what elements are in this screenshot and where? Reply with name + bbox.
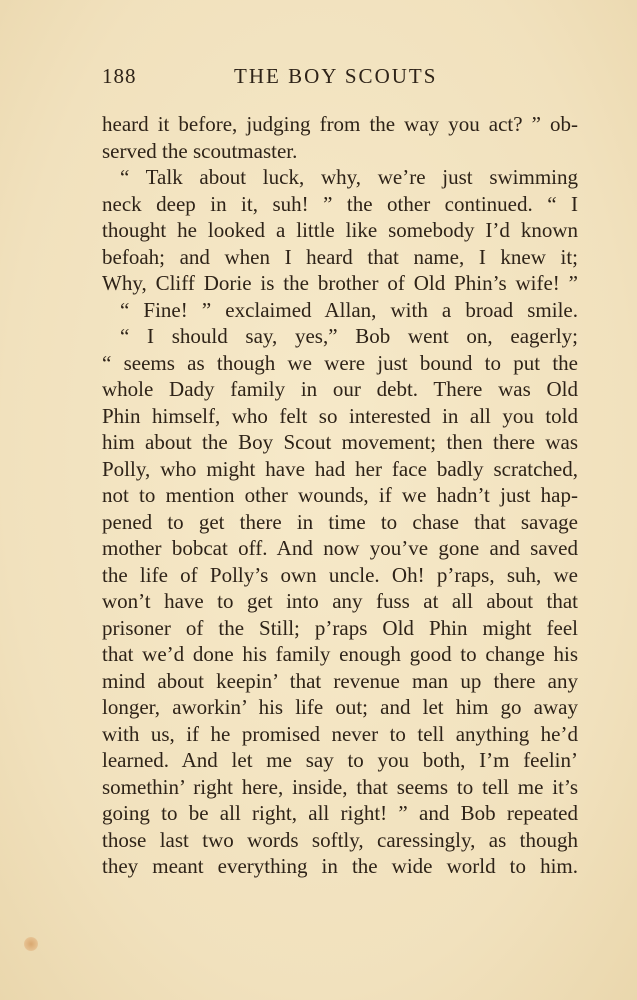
text-line: that we’d done his family enough good to change his xyxy=(102,642,578,666)
text-line: Polly, who might have had her face badly scratched, xyxy=(102,456,578,481)
text-line: “ Fine! ” exclaimed Allan, with a broad smile. xyxy=(120,297,578,322)
text-line: “ Talk about luck, why, we’re just swimming xyxy=(120,165,578,189)
page-number: 188 xyxy=(102,64,137,88)
text-line: prisoner of the Still; p’raps Old Phin might feel xyxy=(102,615,578,640)
running-title: THE BOY SCOUTS xyxy=(234,64,438,88)
text-line: whole Dady family in our debt. There was Old xyxy=(102,377,578,401)
text-line: won’t have to get into any fuss at all about that xyxy=(102,589,578,613)
paper-stain xyxy=(24,937,38,951)
text-line: neck deep in it, suh! ” the other continued. “ I xyxy=(102,191,578,216)
text-line: the life of Polly’s own uncle. Oh! p’raps, suh, we xyxy=(102,562,578,587)
text-line: Why, Cliff Dorie is the brother of Old Phin’s wife! ” xyxy=(102,271,578,295)
text-line: learned. And let me say to you both, I’m feelin’ xyxy=(102,748,578,772)
text-line: going to be all right, all right! ” and Bob repeated xyxy=(102,801,578,825)
text-line: mind about keepin’ that revenue man up there any xyxy=(102,668,578,693)
text-line: “ I should say, yes,” Bob went on, eagerly; xyxy=(120,324,578,348)
body-text xyxy=(102,111,578,880)
text-line: mother bobcat off. And now you’ve gone and saved xyxy=(102,536,578,560)
text-line: served the scoutmaster. xyxy=(102,138,298,163)
text-line: Phin himself, who felt so interested in all you told xyxy=(102,403,578,428)
text-line: not to mention other wounds, if we hadn’t just hap- xyxy=(102,483,578,507)
text-line: heard it before, judging from the way you act? ” ob- xyxy=(102,112,578,136)
text-line: somethin’ right here, inside, that seems to tell me it’s xyxy=(102,774,578,799)
text-line: him about the Boy Scout movement; then there was xyxy=(102,430,578,454)
page-header xyxy=(102,64,578,94)
text-line: thought he looked a little like somebody I’d known xyxy=(102,218,578,242)
text-line: longer, aworkin’ his life out; and let him go away xyxy=(102,695,578,719)
text-line: pened to get there in time to chase that savage xyxy=(102,509,578,534)
text-line: they meant everything in the wide world to him. xyxy=(102,854,578,878)
text-line: those last two words softly, caressingly, as though xyxy=(102,827,578,852)
text-line: with us, if he promised never to tell anything he’d xyxy=(102,721,578,746)
text-line: “ seems as though we were just bound to put the xyxy=(102,350,578,375)
text-line: befoah; and when I heard that name, I knew it; xyxy=(102,244,578,269)
